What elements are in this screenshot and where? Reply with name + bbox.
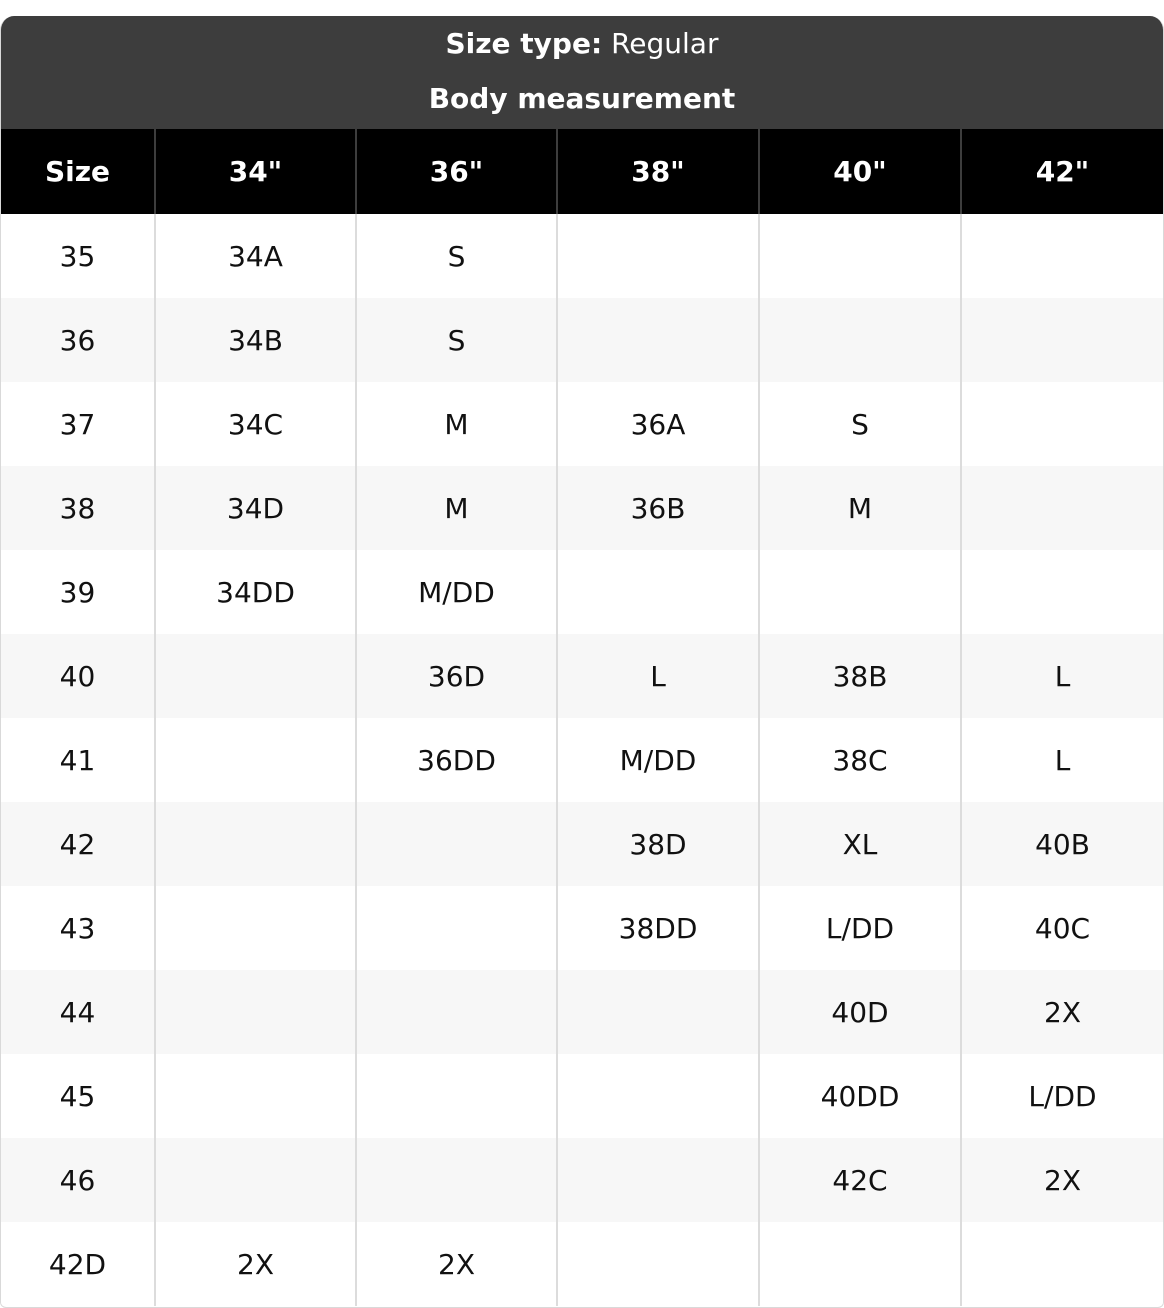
column-header-40: 40" bbox=[759, 129, 961, 214]
table-cell: L bbox=[961, 718, 1163, 802]
table-row bbox=[1, 214, 1163, 298]
size-cell: 39 bbox=[1, 550, 155, 634]
table-cell: 40C bbox=[961, 886, 1163, 970]
table-cell bbox=[155, 886, 356, 970]
size-cell: 41 bbox=[1, 718, 155, 802]
table-cell bbox=[155, 970, 356, 1054]
table-cell: XL bbox=[759, 802, 961, 886]
size-type-line bbox=[1, 16, 1163, 72]
table-cell bbox=[557, 1138, 759, 1222]
table-cell bbox=[155, 634, 356, 718]
table-cell: 36DD bbox=[356, 718, 557, 802]
size-chart-header bbox=[1, 16, 1163, 129]
table-cell bbox=[759, 1222, 961, 1306]
size-type-value: Regular bbox=[611, 27, 719, 60]
table-cell: S bbox=[356, 298, 557, 382]
table-row bbox=[1, 1138, 1163, 1222]
table-cell bbox=[961, 550, 1163, 634]
size-cell: 40 bbox=[1, 634, 155, 718]
table-cell bbox=[759, 214, 961, 298]
table-row bbox=[1, 1054, 1163, 1138]
table-cell: M/DD bbox=[356, 550, 557, 634]
table-cell bbox=[961, 214, 1163, 298]
table-cell: 38DD bbox=[557, 886, 759, 970]
table-cell bbox=[961, 466, 1163, 550]
size-cell: 46 bbox=[1, 1138, 155, 1222]
column-header-38: 38" bbox=[557, 129, 759, 214]
table-cell bbox=[356, 802, 557, 886]
column-header-36: 36" bbox=[356, 129, 557, 214]
table-cell bbox=[557, 970, 759, 1054]
table-cell: 34B bbox=[155, 298, 356, 382]
column-header-42: 42" bbox=[961, 129, 1163, 214]
table-row bbox=[1, 466, 1163, 550]
size-cell: 42 bbox=[1, 802, 155, 886]
table-cell bbox=[155, 1138, 356, 1222]
table-cell bbox=[961, 1222, 1163, 1306]
table-row bbox=[1, 970, 1163, 1054]
table-cell: 34C bbox=[155, 382, 356, 466]
table-cell bbox=[356, 886, 557, 970]
table-cell bbox=[356, 1054, 557, 1138]
table-cell: L/DD bbox=[759, 886, 961, 970]
table-cell: M bbox=[759, 466, 961, 550]
table-cell: 2X bbox=[961, 1138, 1163, 1222]
table-row bbox=[1, 550, 1163, 634]
table-cell bbox=[356, 1138, 557, 1222]
table-cell bbox=[557, 1222, 759, 1306]
table-cell bbox=[759, 550, 961, 634]
size-cell: 36 bbox=[1, 298, 155, 382]
table-cell: 2X bbox=[155, 1222, 356, 1306]
table-cell bbox=[356, 970, 557, 1054]
table-cell: 2X bbox=[961, 970, 1163, 1054]
size-cell: 38 bbox=[1, 466, 155, 550]
table-cell bbox=[155, 802, 356, 886]
body-measurement-title: Body measurement bbox=[428, 82, 736, 115]
column-header-34: 34" bbox=[155, 129, 356, 214]
size-cell: 43 bbox=[1, 886, 155, 970]
table-cell: 34A bbox=[155, 214, 356, 298]
size-type-label: Size type: bbox=[445, 27, 603, 60]
table-row bbox=[1, 634, 1163, 718]
table-cell bbox=[759, 298, 961, 382]
table-cell: 38C bbox=[759, 718, 961, 802]
table-cell bbox=[155, 1054, 356, 1138]
table-cell: 42C bbox=[759, 1138, 961, 1222]
table-cell bbox=[155, 718, 356, 802]
table-cell: 36A bbox=[557, 382, 759, 466]
table-cell: 38D bbox=[557, 802, 759, 886]
size-cell: 42D bbox=[1, 1222, 155, 1306]
table-cell: L bbox=[557, 634, 759, 718]
table-cell: 38B bbox=[759, 634, 961, 718]
table-cell bbox=[961, 298, 1163, 382]
table-cell: L bbox=[961, 634, 1163, 718]
table-row bbox=[1, 382, 1163, 466]
table-cell: 34DD bbox=[155, 550, 356, 634]
table-row bbox=[1, 298, 1163, 382]
table-cell: S bbox=[759, 382, 961, 466]
table-cell bbox=[557, 214, 759, 298]
table-row bbox=[1, 886, 1163, 970]
column-header-size: Size bbox=[1, 129, 155, 214]
size-table bbox=[1, 129, 1163, 1306]
table-cell: S bbox=[356, 214, 557, 298]
table-row bbox=[1, 718, 1163, 802]
size-cell: 44 bbox=[1, 970, 155, 1054]
size-chart bbox=[0, 16, 1164, 1308]
column-header-row bbox=[1, 129, 1163, 214]
table-cell: 36B bbox=[557, 466, 759, 550]
table-cell bbox=[557, 298, 759, 382]
table-cell bbox=[557, 1054, 759, 1138]
table-cell: 36D bbox=[356, 634, 557, 718]
table-cell: 40DD bbox=[759, 1054, 961, 1138]
table-row bbox=[1, 1222, 1163, 1306]
table-cell bbox=[557, 550, 759, 634]
size-cell: 37 bbox=[1, 382, 155, 466]
table-cell: 34D bbox=[155, 466, 356, 550]
table-cell: 40D bbox=[759, 970, 961, 1054]
table-cell: M bbox=[356, 382, 557, 466]
table-row bbox=[1, 802, 1163, 886]
table-cell: L/DD bbox=[961, 1054, 1163, 1138]
table-cell bbox=[961, 382, 1163, 466]
size-table-body bbox=[1, 214, 1163, 1306]
size-cell: 35 bbox=[1, 214, 155, 298]
table-cell: M/DD bbox=[557, 718, 759, 802]
table-cell: 40B bbox=[961, 802, 1163, 886]
table-cell: M bbox=[356, 466, 557, 550]
size-cell: 45 bbox=[1, 1054, 155, 1138]
table-cell: 2X bbox=[356, 1222, 557, 1306]
